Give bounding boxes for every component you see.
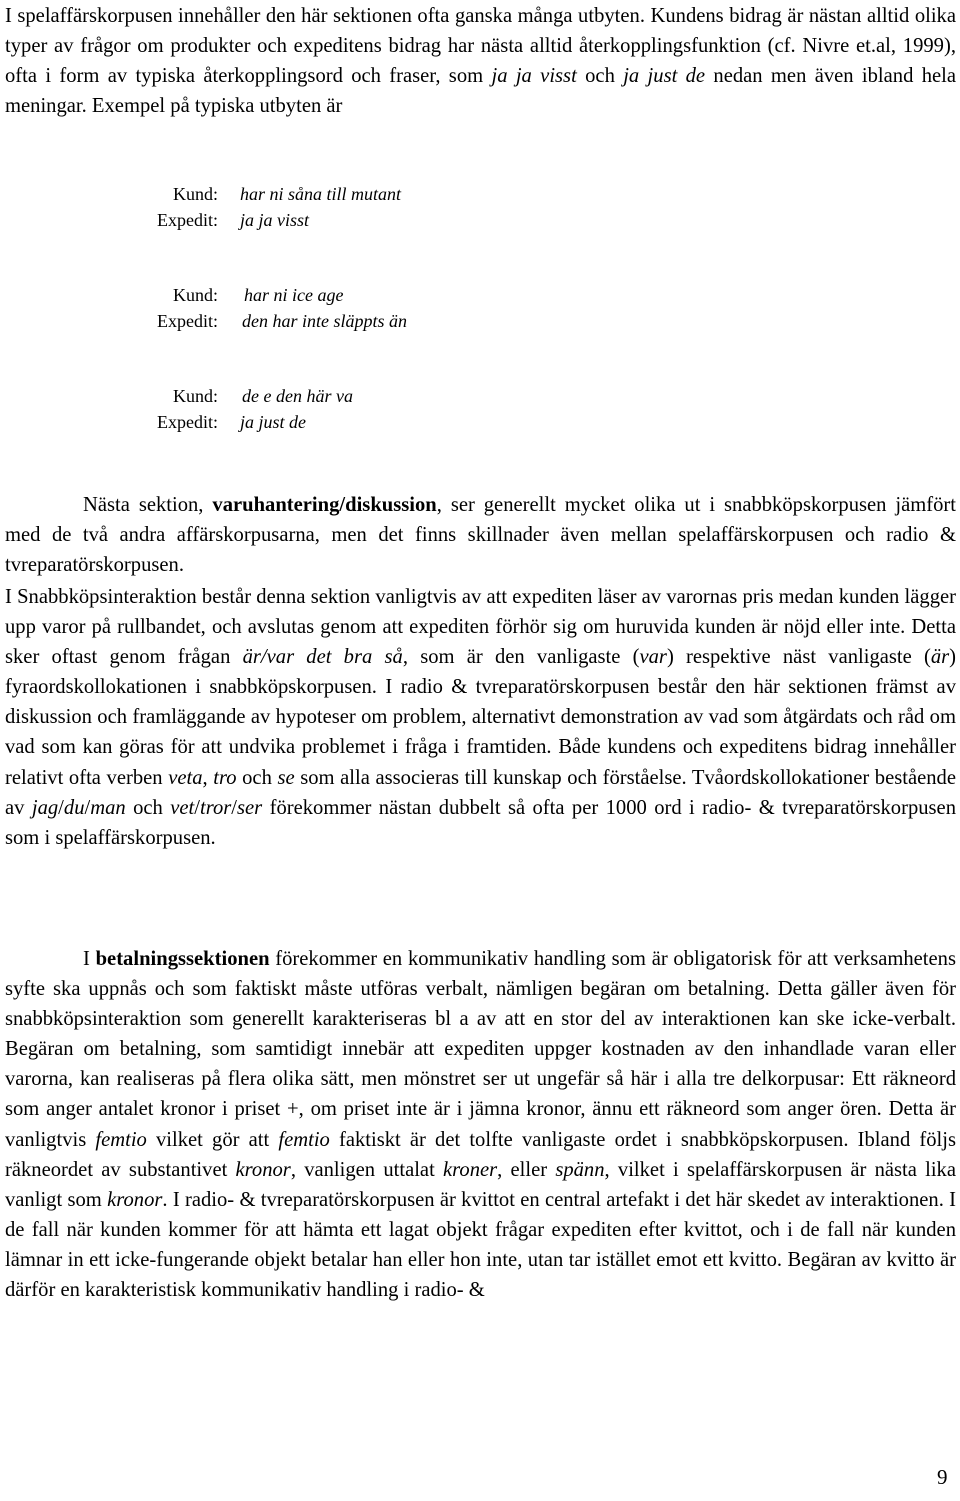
emphasis: kronor: [107, 1188, 163, 1211]
text: och: [576, 65, 624, 88]
text: och: [125, 796, 171, 819]
kund-line: [60, 282, 760, 308]
kund-line: [60, 181, 760, 207]
example-exchange-1: [60, 181, 760, 233]
emphasis: kronor: [235, 1158, 291, 1181]
text: förekommer nästan dubbelt så ofta per 1000 ord i radio- & tvreparatörskorpusen som i spelaffärskorpusen.: [5, 796, 956, 849]
emphasis: vet: [170, 796, 195, 819]
bold-term: varuhantering/diskussion: [212, 494, 437, 516]
emphasis: se: [277, 766, 295, 789]
utterance: ja just de: [240, 412, 306, 432]
paragraph-betalning: [5, 944, 956, 1305]
example-exchange-3: [60, 383, 760, 435]
speaker-label: Kund:: [173, 386, 218, 406]
text: , som är den vanligaste (: [402, 646, 640, 669]
text: ,: [202, 766, 214, 789]
emphasis: ja ja visst: [491, 65, 577, 88]
utterance: har ni såna till mutant: [240, 184, 402, 204]
utterance: ja ja visst: [240, 210, 310, 230]
expedit-line: [60, 308, 760, 334]
speaker-label: Kund:: [173, 285, 218, 305]
text: nedan men även ibland hela meningar. Exempel på typiska utbyten är: [5, 65, 957, 118]
emphasis: veta: [168, 766, 203, 789]
text: faktiskt är det tolfte vanligaste ordet i snabbköpskorpusen. Ibland följs räkneordet av substantivet: [5, 1128, 956, 1181]
emphasis: ser: [237, 796, 263, 819]
speaker-label: Expedit:: [157, 412, 218, 432]
kund-line: [60, 383, 760, 409]
text: förekommer en kommunikativ handling som är obligatorisk för att verksamhetens syfte ska uppnås och som faktiskt måste utföras verbalt, nämligen begäran om betalning. Detta gäller även för snabbköpsinteraktion som generellt karakteriseras bl a av att en stor del av interaktionen kan ske icke-verbalt. Begäran om betalning, som samtidigt innebär att expediten uppger kostnaden av den inhandlade varan eller varorna, kan realiseras på flera olika sätt, men mönstret ser ut ungefär så här i alla tre delkorpusar: Ett räkneord som anger antalet kronor i priset +, om priset inte är i jämna kronor, ännu ett räkneord som anger ören. Detta är vanligtvis: [5, 948, 956, 1151]
utterance: den har inte släppts än: [242, 311, 407, 331]
text: , ser generellt mycket olika ut i snabbköpskorpusen jämfört med de två andra affärskorpusarna, men det finns skillnader även mellan spelaffärskorpusen och radio & tvreparatörskorpusen.: [5, 494, 957, 577]
text: vilket gör att: [146, 1128, 279, 1151]
text: , eller: [497, 1158, 556, 1181]
emphasis: jag: [31, 796, 59, 819]
emphasis: man: [90, 796, 126, 819]
utterance: har ni ice age: [244, 285, 344, 305]
expedit-line: [60, 409, 760, 435]
text: Nästa sektion,: [83, 494, 213, 516]
speaker-label: Expedit:: [157, 311, 218, 331]
page-number: 9: [937, 1465, 948, 1489]
text: som alla associeras till kunskap och förståelse. Tvåordskollokationer bestående av: [5, 766, 956, 819]
text: /: [231, 796, 238, 819]
emphasis: femtio: [95, 1128, 147, 1151]
text: ) fyraordskollokationen i snabbköpskorpusen. I radio & tvreparatörskorpusen består den här sektionen främst av diskussion och framläggande av hypoteser om problem, alternativt demonstration av vad som åtgärdats och råd om vad som kan göras för att undvika problemet i fråga i framtiden. Både kundens och expeditens bidrag innehåller relativt ofta verben: [5, 646, 957, 789]
emphasis: är: [930, 646, 950, 669]
text: . I radio- & tvreparatörskorpusen är kvittot en central artefakt i det här skedet av interaktionen. I de fall när kunden kommer för att hämta ett lagat objekt frågar expediten efter kvittot, och i de fall när kunden lämnar in ett icke-fungerande objekt betalar han eller hon inte, utan tar istället emot ett kvitto. Begäran av kvitto är därför en karakteristisk kommunikativ handling i radio- &: [5, 1188, 957, 1302]
paragraph-varuhantering: [5, 490, 956, 580]
emphasis: kroner: [443, 1158, 498, 1181]
text: I: [83, 948, 96, 970]
text: , vanligen uttalat: [290, 1158, 444, 1181]
text: /: [194, 796, 200, 819]
emphasis: tro: [213, 766, 237, 789]
example-exchange-2: [60, 282, 760, 334]
emphasis: femtio: [278, 1128, 330, 1151]
text: /: [58, 796, 64, 819]
emphasis: du: [63, 796, 85, 819]
text: I Snabbköpsinteraktion består denna sektion vanligtvis av att expediten läser av varornas pris medan kunden lägger upp varor på rullbandet, och avslutas genom att expediten förhör sig om huruvida kunden är nöjd eller inte. Detta sker oftast genom frågan: [5, 586, 956, 669]
emphasis: är/var det bra så: [242, 646, 403, 669]
utterance: de e den här va: [242, 386, 353, 406]
text: I spelaffärskorpusen innehåller den här sektionen ofta ganska många utbyten. Kundens bidrag är nästan alltid olika typer av frågor om produkter och expeditens bidrag har nästa alltid återkopplingsfunktion (cf. Nivre et.al, 1999), ofta i form av typiska återkopplingsord och fraser, som: [5, 5, 956, 88]
text: ) respektive näst vanligaste (: [666, 646, 931, 669]
emphasis: ja just de: [623, 65, 706, 88]
emphasis: var: [639, 646, 667, 669]
text: /: [84, 796, 91, 819]
emphasis: tror: [199, 796, 232, 819]
speaker-label: Expedit:: [157, 210, 218, 230]
text: , vilket i spelaffärskorpusen är nästa lika vanligt som: [5, 1158, 956, 1211]
emphasis: spänn: [555, 1158, 605, 1181]
paragraph-snabbkop: [5, 582, 956, 853]
text: och: [236, 766, 278, 789]
bold-term: betalningssektionen: [95, 948, 270, 970]
paragraph-intro: [5, 1, 956, 121]
expedit-line: [60, 207, 760, 233]
speaker-label: Kund:: [173, 184, 218, 204]
